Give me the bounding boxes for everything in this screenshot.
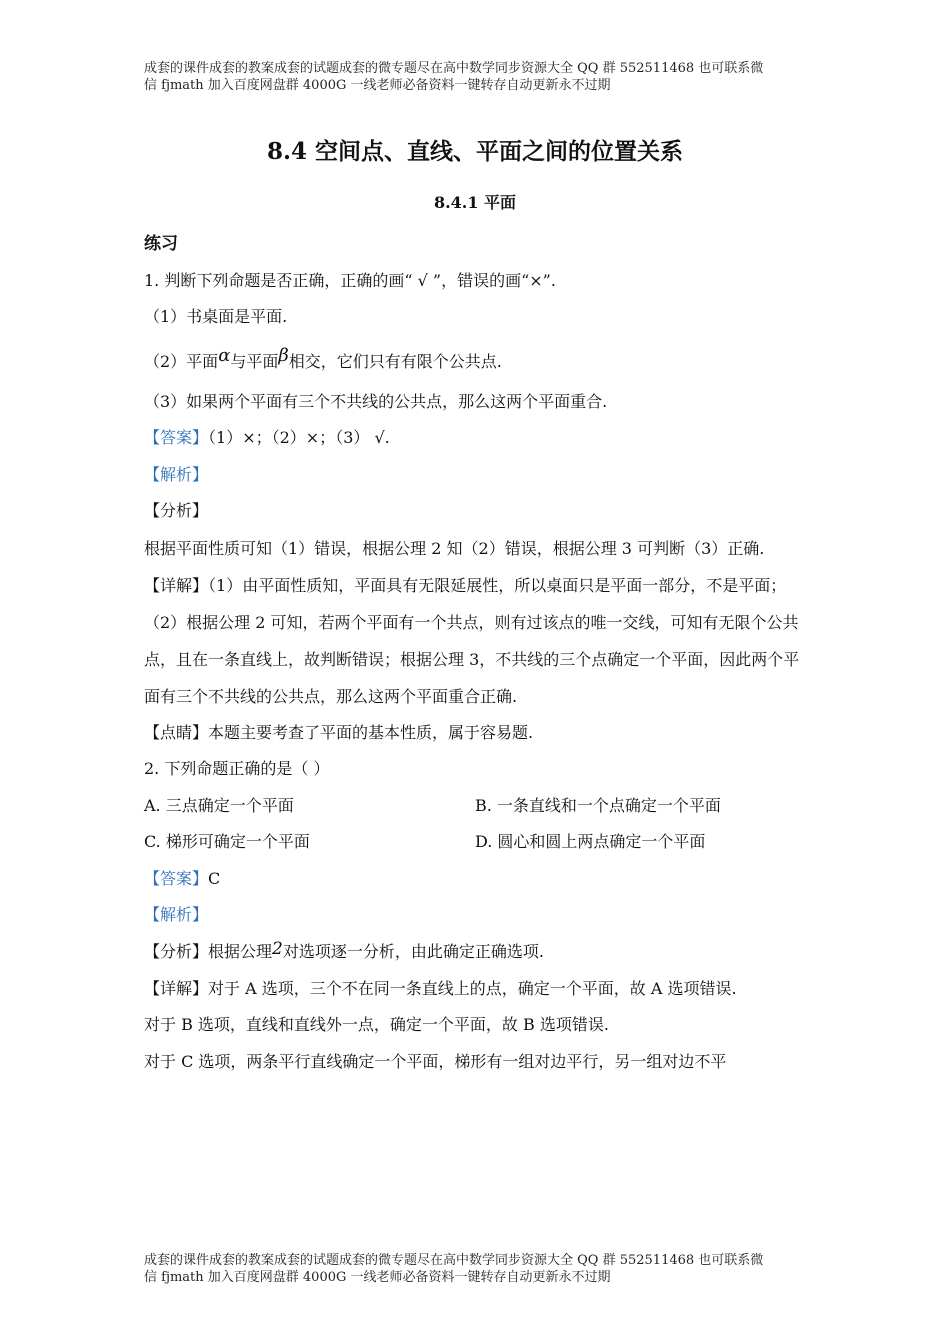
q1-s2-part-a: （2）平面 bbox=[144, 351, 219, 371]
fenxi-tag: 【分析】 bbox=[144, 941, 209, 961]
q1-dianjing-text: 本题主要考查了平面的基本性质，属于容易题. bbox=[208, 722, 534, 742]
footer-line-1: 成套的课件成套的教案成套的试题成套的微专题尽在高中数学同步资源大全 QQ 群 552511468 也可联系微 bbox=[144, 1253, 764, 1268]
q1-statement-1: （1）书桌面是平面. bbox=[144, 307, 288, 326]
q2-answer bbox=[144, 861, 809, 898]
q1-xiangjie-text: （1）由平面性质知，平面具有无限延展性，所以桌面只是平面一部分，不是平面；（2）根据公理 2 可知，若两个平面有一个共点，则有过该点的唯一交线，可知有无限个公共点，且在一条直线上，故判断错误；根据公理 3，不共线的三个点确定一个平面，因此两个平面有三个不共线的公共点，那么这两个平面重合正确. bbox=[144, 575, 800, 706]
q2-fenxi bbox=[144, 934, 809, 971]
q1-s2-part-c: 相交，它们只有有限个公共点. bbox=[288, 351, 502, 371]
q2-option-c: C. 梯形可确定一个平面 bbox=[144, 832, 310, 851]
q2-options-row-2 bbox=[144, 824, 809, 861]
answer-tag: 【答案】 bbox=[144, 868, 209, 888]
footer-line-2: 信 fjmath 加入百度网盘群 4000G 一线老师必备资料一键转存自动更新永不过期 bbox=[144, 1270, 611, 1285]
alpha-symbol: α bbox=[218, 344, 231, 366]
q1-xiangjie bbox=[144, 567, 809, 715]
q2-fenxi-part-a: 根据公理 bbox=[208, 941, 273, 961]
document-body bbox=[144, 226, 809, 1080]
beta-symbol: β bbox=[278, 344, 289, 366]
section-subtitle: 8.4.1 平面 bbox=[433, 193, 517, 212]
q2-option-b: B. 一条直线和一个点确定一个平面 bbox=[475, 795, 721, 815]
q2-c-line: 对于 C 选项，两条平行直线确定一个平面，梯形有一组对边平行，另一组对边不平 bbox=[144, 1051, 727, 1071]
q1-statement-3: （3）如果两个平面有三个不共线的公共点，那么这两个平面重合. bbox=[144, 391, 608, 411]
xiangjie-tag: 【详解】 bbox=[144, 979, 209, 998]
q1-s2-part-b: 与平面 bbox=[230, 351, 279, 371]
q1-fenxi-tag: 【分析】 bbox=[144, 501, 209, 520]
page-title: 8.4 空间点、直线、平面之间的位置关系 bbox=[266, 138, 684, 165]
q1-stem: 1. 判断下列命题是否正确，正确的画“ √ ”，错误的画“×”. bbox=[144, 270, 556, 290]
q2-xiangjie bbox=[144, 970, 809, 1007]
q1-jiexi-tag: 【解析】 bbox=[144, 464, 209, 484]
q1-answer-text: （1）×；（2）×；（3） √. bbox=[208, 428, 390, 447]
q1-answer bbox=[144, 420, 809, 457]
q2-fenxi-number: 2 bbox=[272, 938, 283, 959]
q2-option-a: A. 三点确定一个平面 bbox=[144, 795, 294, 815]
page-footer bbox=[144, 1252, 814, 1286]
q1-statement-2 bbox=[144, 336, 809, 384]
answer-tag: 【答案】 bbox=[144, 428, 209, 447]
header-line-1: 成套的课件成套的教案成套的试题成套的微专题尽在高中数学同步资源大全 QQ 群 552511468 也可联系微 bbox=[144, 61, 764, 76]
q2-option-d: D. 圆心和圆上两点确定一个平面 bbox=[475, 832, 706, 851]
q1-fenxi-text: 根据平面性质可知（1）错误，根据公理 2 知（2）错误，根据公理 3 可判断（3）正确. bbox=[144, 538, 765, 558]
q2-stem: 2. 下列命题正确的是（ ） bbox=[144, 759, 330, 778]
page-header bbox=[144, 60, 814, 94]
q2-fenxi-part-b: 对选项逐一分析，由此确定正确选项. bbox=[282, 941, 544, 961]
q2-answer-text: C bbox=[208, 868, 221, 888]
section-heading: 练习 bbox=[144, 234, 178, 254]
xiangjie-tag: 【详解】 bbox=[144, 575, 209, 595]
q2-options-row-1 bbox=[144, 788, 809, 825]
q2-xiangjie-text: 对于 A 选项，三个不在同一条直线上的点，确定一个平面，故 A 选项错误. bbox=[208, 979, 737, 998]
q2-b-line: 对于 B 选项，直线和直线外一点，确定一个平面，故 B 选项错误. bbox=[144, 1015, 609, 1034]
dianjing-tag: 【点睛】 bbox=[144, 722, 209, 742]
q2-jiexi-tag: 【解析】 bbox=[144, 905, 209, 924]
header-line-2: 信 fjmath 加入百度网盘群 4000G 一线老师必备资料一键转存自动更新永不过期 bbox=[144, 78, 611, 93]
q1-dianjing bbox=[144, 715, 809, 752]
